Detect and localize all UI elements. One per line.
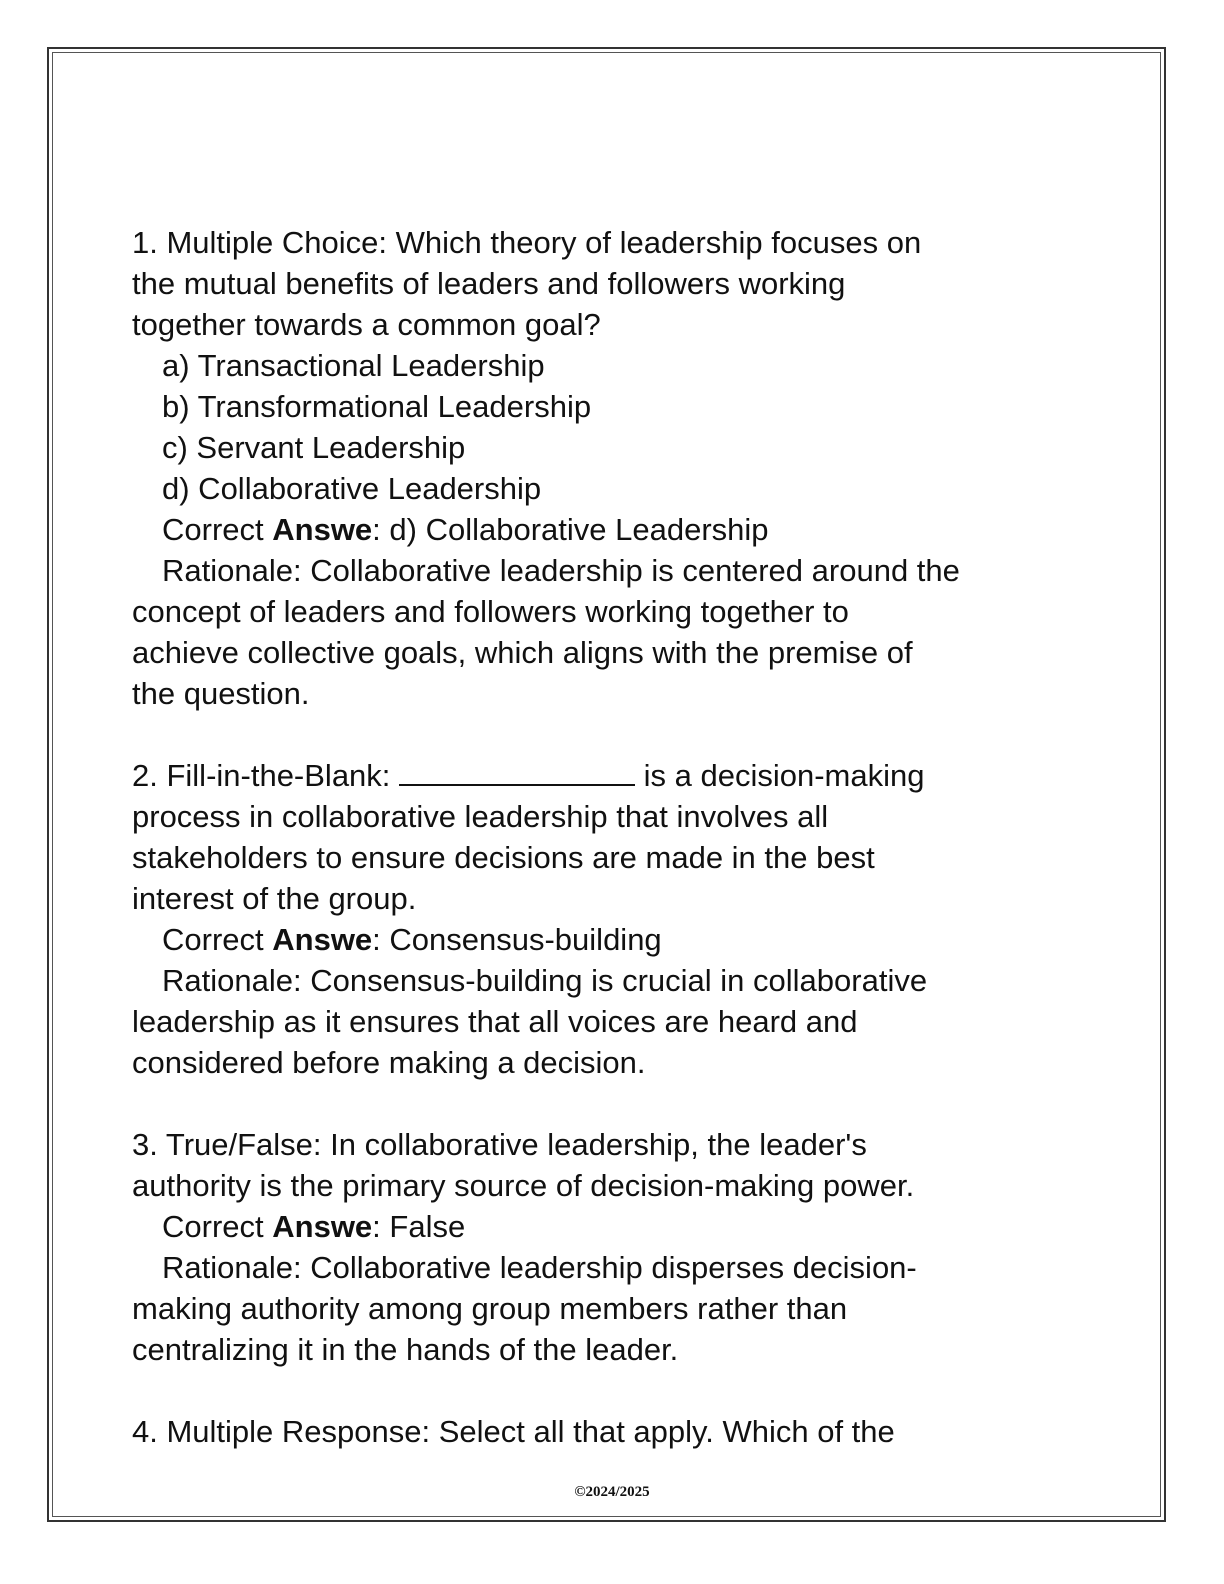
rationale-line: Rationale: Collaborative leadership is centered around the — [162, 553, 960, 588]
question-text-line: stakeholders to ensure decisions are made in the best — [132, 840, 875, 875]
copyright-footer: ©2024/2025 — [574, 1484, 650, 1500]
answer-label: Answe — [272, 922, 373, 957]
question-text-line: 4. Multiple Response: Select all that apply. Which of the — [132, 1414, 895, 1449]
option-c: c) Servant Leadership — [162, 430, 466, 465]
option-d: d) Collaborative Leadership — [162, 471, 542, 506]
rationale-line: making authority among group members rather than — [132, 1291, 848, 1326]
rationale-line: achieve collective goals, which aligns with the premise of — [132, 635, 913, 670]
fill-in-blank — [399, 756, 635, 786]
question-text-line: 1. Multiple Choice: Which theory of leadership focuses on — [132, 225, 922, 260]
rationale-line: centralizing it in the hands of the leader. — [132, 1332, 679, 1367]
answer-prefix: Correct — [162, 512, 273, 547]
correct-answer — [132, 509, 1092, 550]
question-1 — [132, 222, 1092, 714]
document-body — [132, 222, 1092, 1452]
question-text-line: together towards a common goal? — [132, 307, 601, 342]
rationale-line: leadership as it ensures that all voices are heard and — [132, 1004, 858, 1039]
correct-answer — [132, 919, 1092, 960]
option-a: a) Transactional Leadership — [162, 348, 545, 383]
question-2 — [132, 755, 1092, 1083]
question-text-line: 3. True/False: In collaborative leadership, the leader's — [132, 1127, 867, 1162]
correct-answer — [132, 1206, 1092, 1247]
question-3 — [132, 1124, 1092, 1370]
rationale-line: concept of leaders and followers working together to — [132, 594, 849, 629]
question-text-line — [132, 755, 1092, 796]
answer-label: Answe — [272, 512, 373, 547]
answer-value: : Consensus-building — [372, 922, 662, 957]
question-suffix: is a decision-making — [635, 758, 925, 793]
answer-value: : d) Collaborative Leadership — [372, 512, 769, 547]
question-text-line: the mutual benefits of leaders and followers working — [132, 266, 846, 301]
rationale-line: Rationale: Collaborative leadership disperses decision- — [162, 1250, 917, 1285]
answer-label: Answe — [272, 1209, 373, 1244]
question-prefix: 2. Fill-in-the-Blank: — [132, 758, 400, 793]
answer-prefix: Correct — [162, 1209, 273, 1244]
answer-value: : False — [372, 1209, 466, 1244]
answer-prefix: Correct — [162, 922, 273, 957]
rationale-line: considered before making a decision. — [132, 1045, 646, 1080]
question-4 — [132, 1411, 1092, 1452]
rationale-line: the question. — [132, 676, 310, 711]
question-text-line: authority is the primary source of decision-making power. — [132, 1168, 915, 1203]
question-text-line: process in collaborative leadership that involves all — [132, 799, 829, 834]
option-b: b) Transformational Leadership — [162, 389, 592, 424]
rationale-line: Rationale: Consensus-building is crucial in collaborative — [162, 963, 928, 998]
question-text-line: interest of the group. — [132, 881, 417, 916]
